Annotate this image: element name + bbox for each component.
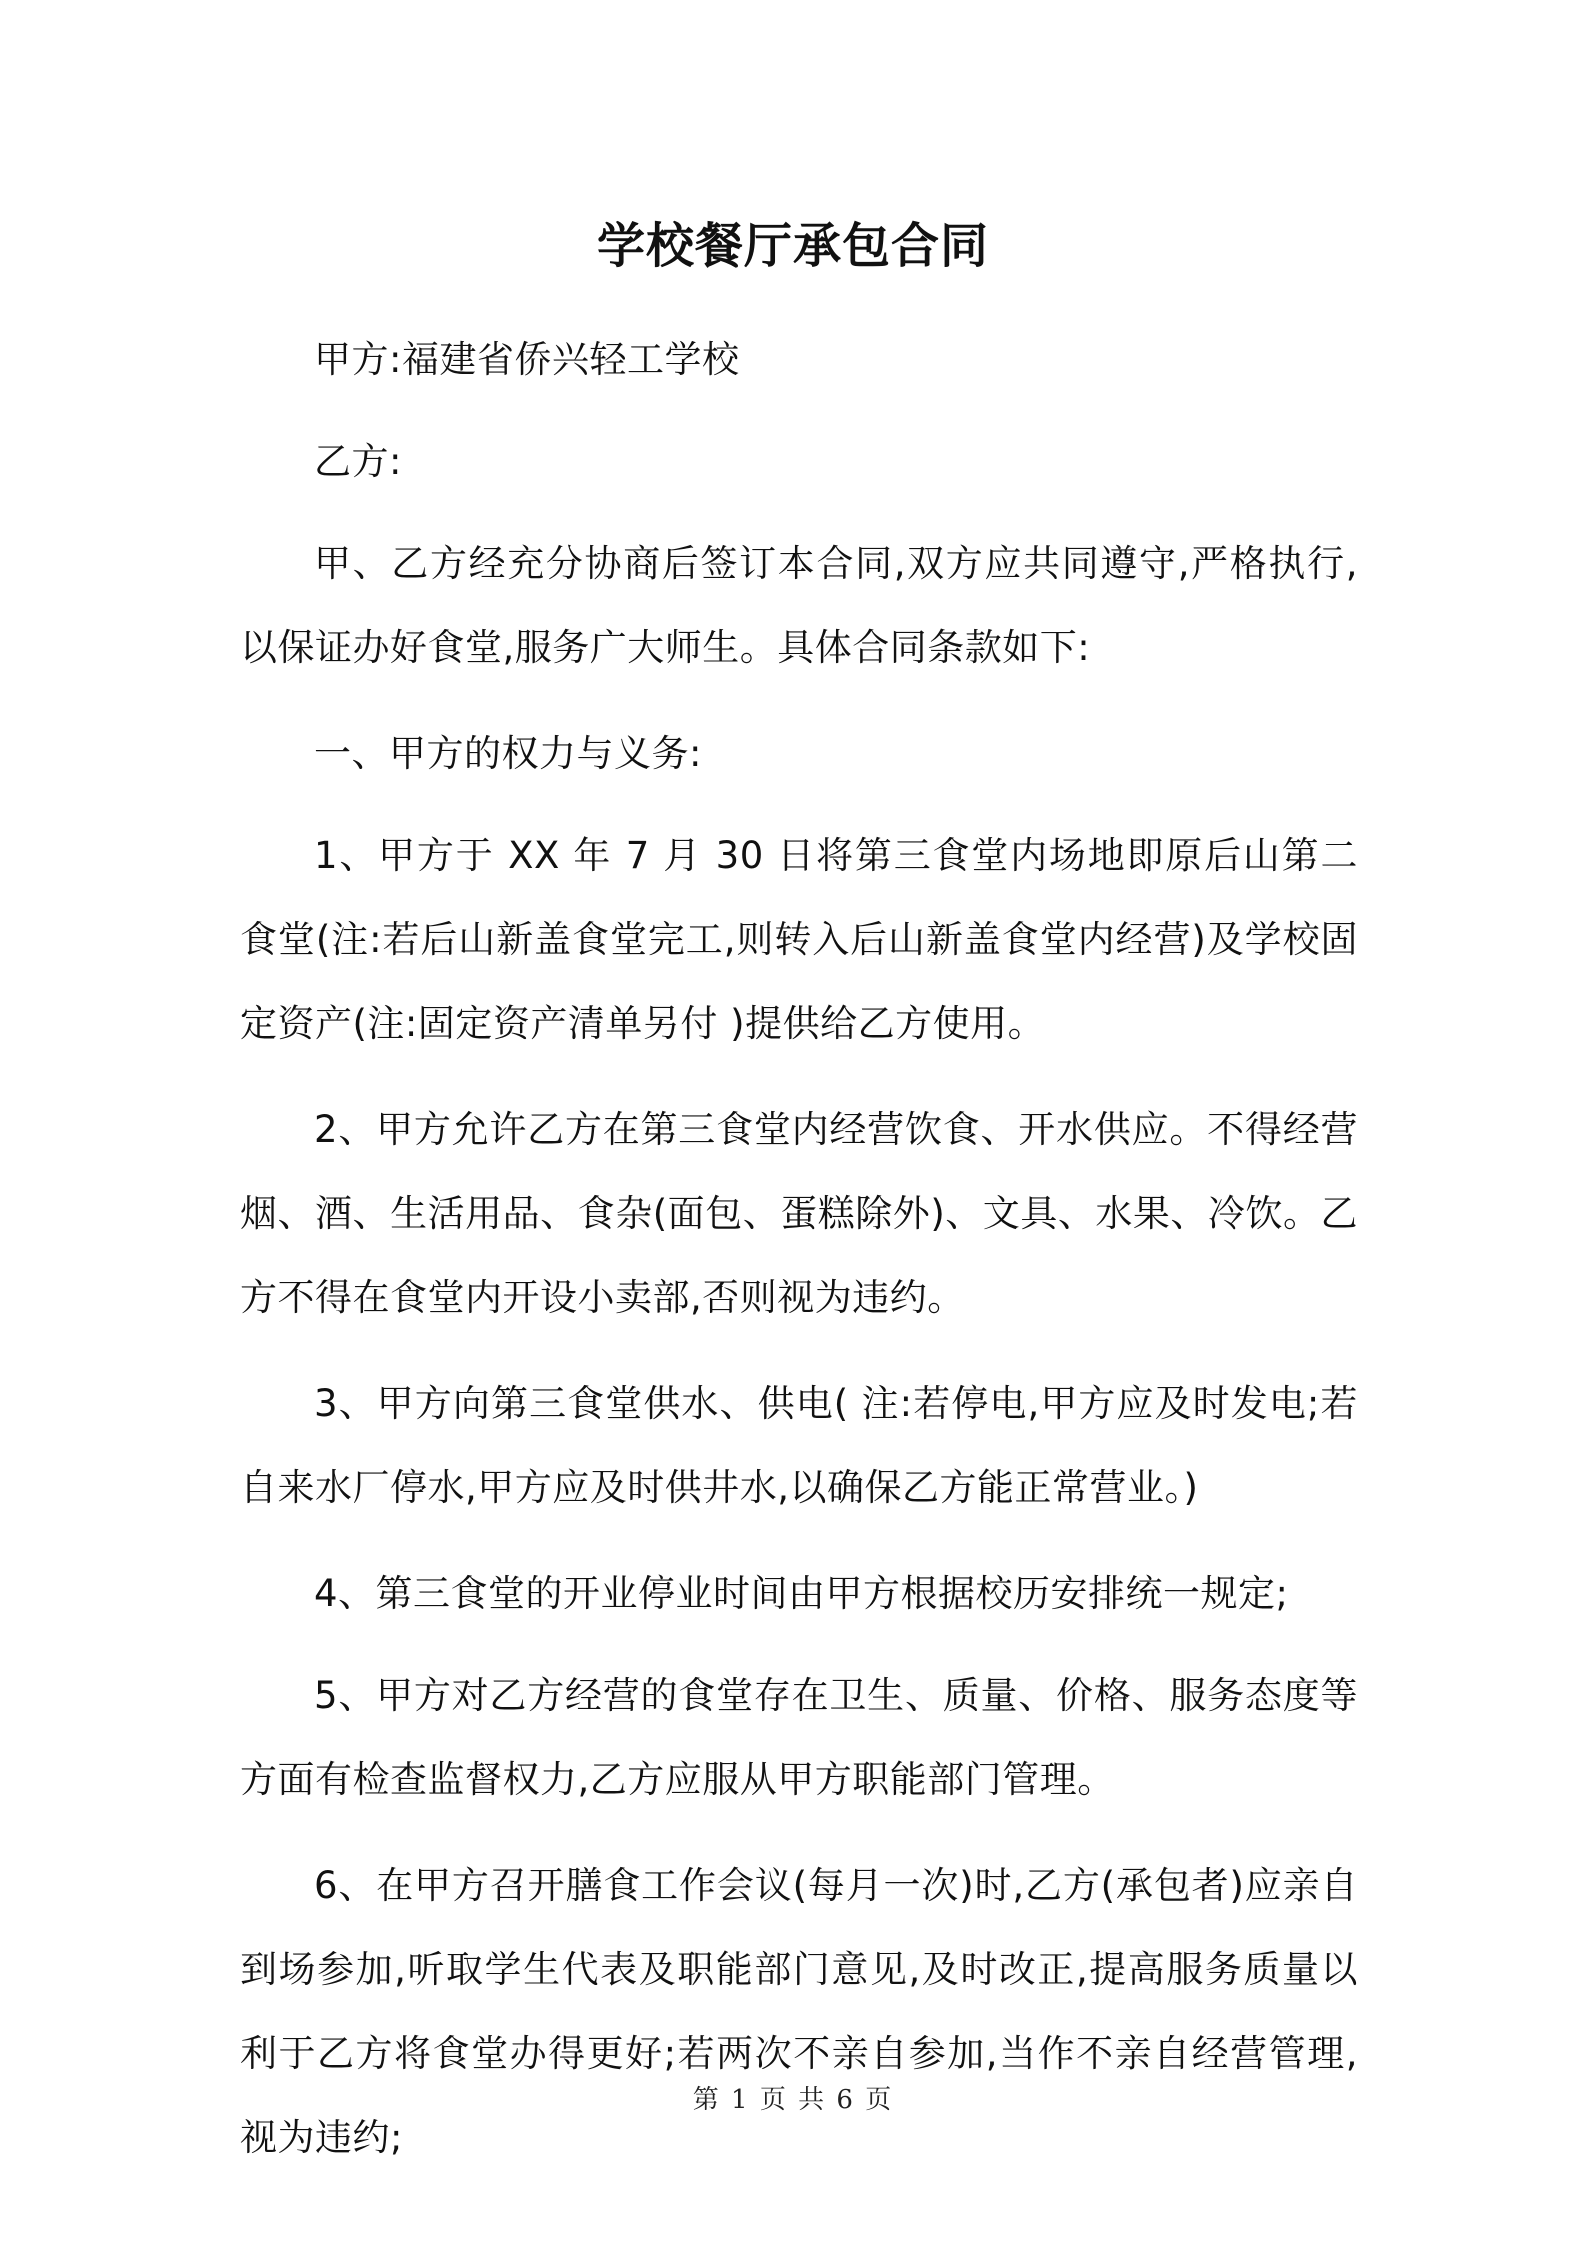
party-b-line: 乙方: — [314, 440, 402, 483]
document-title: 学校餐厅承包合同 — [596, 218, 989, 274]
clause-3: 3、甲方向第三食堂供水、供电( 注:若停电,甲方应及时发电;若自来水厂停水,甲方应及时供井水,以确保乙方能正常营业。) — [240, 1382, 1358, 1509]
clause-1: 1、甲方于 XX 年 7 月 30 日将第三食堂内场地即原后山第二食堂(注:若后山新盖食堂完工,则转入后山新盖食堂内经营)及学校固定资产(注:固定资产清单另付 )提供给乙方使用。 — [240, 834, 1358, 1045]
clause-5: 5、甲方对乙方经营的食堂存在卫生、质量、价格、服务态度等方面有检查监督权力,乙方应服从甲方职能部门管理。 — [240, 1674, 1358, 1801]
clause-2: 2、甲方允许乙方在第三食堂内经营饮食、开水供应。不得经营烟、酒、生活用品、食杂(面包、蛋糕除外)、文具、水果、冷饮。乙方不得在食堂内开设小卖部,否则视为违约。 — [240, 1108, 1358, 1319]
clause-6: 6、在甲方召开膳食工作会议(每月一次)时,乙方(承包者)应亲自到场参加,听取学生代表及职能部门意见,及时改正,提高服务质量以利于乙方将食堂办得更好;若两次不亲自参加,当作不亲自经营管理,视为违约; — [240, 1864, 1358, 2159]
page-number-footer: 第 1 页 共 6 页 — [692, 2085, 894, 2115]
intro-paragraph: 甲、乙方经充分协商后签订本合同,双方应共同遵守,严格执行,以保证办好食堂,服务广大师生。具体合同条款如下: — [240, 542, 1358, 669]
section-heading-party-a-rights: 一、甲方的权力与义务: — [314, 732, 702, 775]
document-body — [240, 318, 1358, 2202]
party-a-line: 甲方:福建省侨兴轻工学校 — [314, 338, 740, 381]
clause-4: 4、第三食堂的开业停业时间由甲方根据校历安排统一规定; — [314, 1572, 1289, 1615]
